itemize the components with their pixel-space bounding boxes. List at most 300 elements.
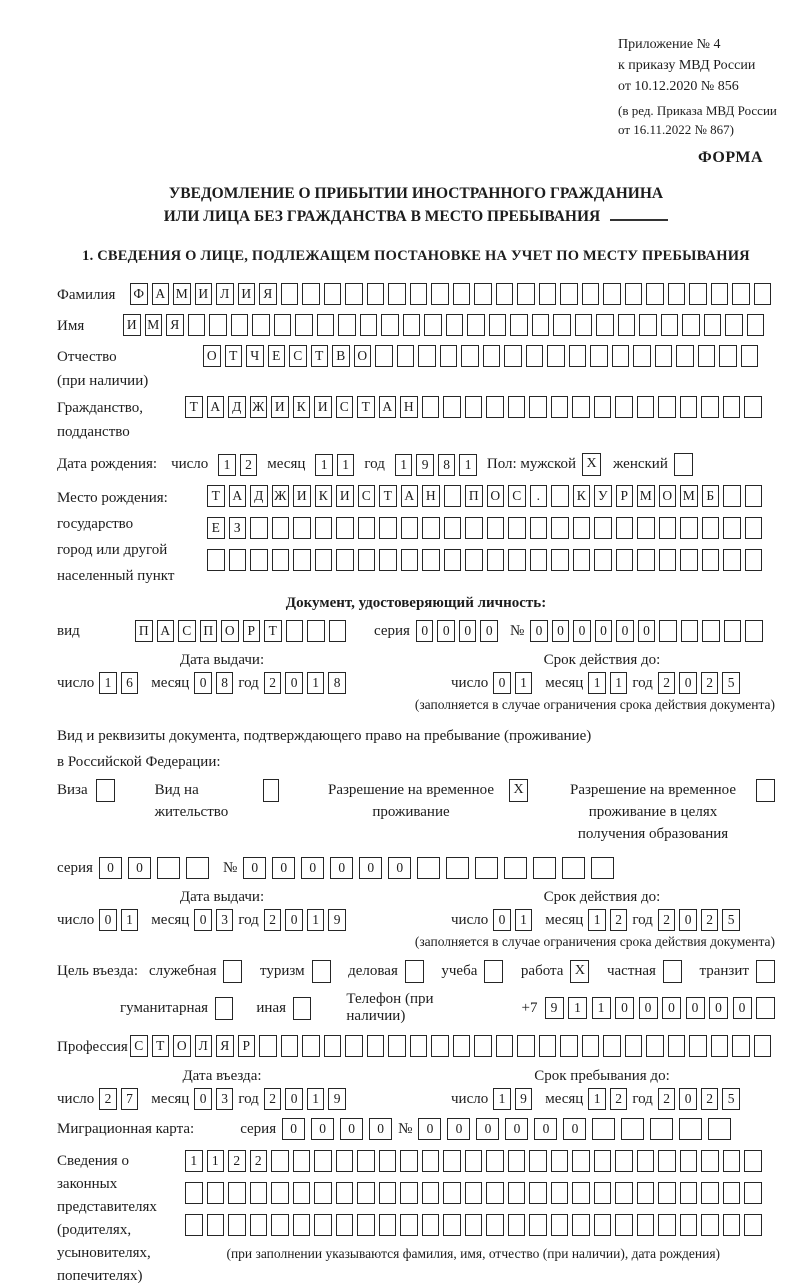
citizenship-char-cell[interactable]: [465, 396, 483, 418]
representatives-char-cell[interactable]: [185, 1182, 203, 1204]
birth-place-char-cell[interactable]: Б: [702, 485, 720, 507]
surname-char-cell[interactable]: [474, 283, 492, 305]
profession-char-cell[interactable]: [689, 1035, 707, 1057]
birth-place-char-cell[interactable]: И: [293, 485, 311, 507]
birth-place-char-cell[interactable]: [594, 517, 612, 539]
identity-issue-month-cell[interactable]: 0: [194, 672, 212, 694]
surname-char-cell[interactable]: [367, 283, 385, 305]
identity-kind-char-cell[interactable]: [329, 620, 347, 642]
representatives-char-cell[interactable]: [422, 1182, 440, 1204]
given-name-char-cell[interactable]: [575, 314, 593, 336]
profession-char-cell[interactable]: [453, 1035, 471, 1057]
identity-kind-char-cell[interactable]: С: [178, 620, 196, 642]
profession-char-cell[interactable]: [754, 1035, 772, 1057]
citizenship-char-cell[interactable]: Ж: [250, 396, 268, 418]
representatives-char-cell[interactable]: [637, 1182, 655, 1204]
citizenship-char-cell[interactable]: [615, 396, 633, 418]
identity-issue-year-cell[interactable]: 0: [285, 672, 303, 694]
phone-digit-cell[interactable]: 0: [686, 997, 705, 1019]
birth-place-char-cell[interactable]: [379, 549, 397, 571]
birth-place-char-cell[interactable]: [272, 549, 290, 571]
given-name-char-cell[interactable]: [231, 314, 249, 336]
residence-issue-day-cell[interactable]: 0: [99, 909, 117, 931]
citizenship-char-cell[interactable]: [680, 396, 698, 418]
identity-issue-year-cell[interactable]: 8: [328, 672, 346, 694]
representatives-char-cell[interactable]: [400, 1182, 418, 1204]
identity-expiry-day-cell[interactable]: 1: [515, 672, 533, 694]
stay-month-cell[interactable]: 2: [610, 1088, 628, 1110]
patronymic-char-cell[interactable]: [633, 345, 651, 367]
representatives-char-cell[interactable]: [293, 1214, 311, 1236]
surname-char-cell[interactable]: [388, 283, 406, 305]
surname-char-cell[interactable]: [668, 283, 686, 305]
residence-expiry-day-cell[interactable]: 0: [493, 909, 511, 931]
birth-place-char-cell[interactable]: И: [336, 485, 354, 507]
representatives-char-cell[interactable]: [400, 1214, 418, 1236]
representatives-char-cell[interactable]: [551, 1214, 569, 1236]
identity-kind-char-cell[interactable]: О: [221, 620, 239, 642]
phone-digit-cell[interactable]: 0: [709, 997, 728, 1019]
representatives-char-cell[interactable]: [572, 1150, 590, 1172]
identity-kind-char-cell[interactable]: [307, 620, 325, 642]
residence-number-cell[interactable]: 0: [272, 857, 295, 879]
birth-place-char-cell[interactable]: О: [659, 485, 677, 507]
representatives-char-cell[interactable]: [637, 1214, 655, 1236]
identity-expiry-year-cell[interactable]: 2: [701, 672, 719, 694]
representatives-char-cell[interactable]: [572, 1182, 590, 1204]
citizenship-char-cell[interactable]: К: [293, 396, 311, 418]
phone-digit-cell[interactable]: 0: [615, 997, 634, 1019]
entry-year-cell[interactable]: 2: [264, 1088, 282, 1110]
patronymic-char-cell[interactable]: О: [354, 345, 372, 367]
birth-place-char-cell[interactable]: [336, 517, 354, 539]
given-name-char-cell[interactable]: [747, 314, 765, 336]
birth-place-char-cell[interactable]: [487, 549, 505, 571]
representatives-char-cell[interactable]: [271, 1214, 289, 1236]
patronymic-char-cell[interactable]: [440, 345, 458, 367]
birth-place-char-cell[interactable]: [551, 485, 569, 507]
residence-series-cell[interactable]: 0: [128, 857, 151, 879]
given-name-char-cell[interactable]: [188, 314, 206, 336]
profession-char-cell[interactable]: [474, 1035, 492, 1057]
purpose-humanitarian-checkbox[interactable]: [215, 997, 233, 1020]
representatives-char-cell[interactable]: [551, 1150, 569, 1172]
citizenship-char-cell[interactable]: [723, 396, 741, 418]
stay-year-cell[interactable]: 0: [679, 1088, 697, 1110]
migration-number-cell[interactable]: 0: [447, 1118, 470, 1140]
representatives-char-cell[interactable]: [551, 1182, 569, 1204]
residence-number-cell[interactable]: [446, 857, 469, 879]
residence-issue-month-cell[interactable]: 0: [194, 909, 212, 931]
representatives-char-cell[interactable]: [314, 1214, 332, 1236]
representatives-char-cell[interactable]: [486, 1214, 504, 1236]
purpose-other-checkbox[interactable]: [293, 997, 311, 1020]
identity-issue-day-cell[interactable]: 1: [99, 672, 117, 694]
citizenship-char-cell[interactable]: [594, 396, 612, 418]
birth-place-char-cell[interactable]: [358, 517, 376, 539]
surname-char-cell[interactable]: [539, 283, 557, 305]
profession-char-cell[interactable]: [539, 1035, 557, 1057]
migration-series-cell[interactable]: 0: [369, 1118, 392, 1140]
representatives-char-cell[interactable]: [508, 1214, 526, 1236]
migration-series-cell[interactable]: 0: [311, 1118, 334, 1140]
birth-place-char-cell[interactable]: А: [401, 485, 419, 507]
birth-place-char-cell[interactable]: С: [508, 485, 526, 507]
residence-number-cell[interactable]: [504, 857, 527, 879]
migration-number-cell[interactable]: [679, 1118, 702, 1140]
profession-char-cell[interactable]: [259, 1035, 277, 1057]
patronymic-char-cell[interactable]: [590, 345, 608, 367]
patronymic-char-cell[interactable]: Е: [268, 345, 286, 367]
citizenship-char-cell[interactable]: А: [207, 396, 225, 418]
citizenship-char-cell[interactable]: И: [314, 396, 332, 418]
birth-place-char-cell[interactable]: [659, 549, 677, 571]
entry-month-cell[interactable]: 3: [216, 1088, 234, 1110]
representatives-char-cell[interactable]: [615, 1214, 633, 1236]
representatives-char-cell[interactable]: 1: [207, 1150, 225, 1172]
birth-place-char-cell[interactable]: [508, 517, 526, 539]
surname-char-cell[interactable]: [324, 283, 342, 305]
patronymic-char-cell[interactable]: [547, 345, 565, 367]
citizenship-char-cell[interactable]: [508, 396, 526, 418]
patronymic-char-cell[interactable]: С: [289, 345, 307, 367]
representatives-char-cell[interactable]: [250, 1214, 268, 1236]
representatives-char-cell[interactable]: 2: [250, 1150, 268, 1172]
birth-place-char-cell[interactable]: [637, 517, 655, 539]
birth-place-char-cell[interactable]: [723, 549, 741, 571]
patronymic-char-cell[interactable]: [483, 345, 501, 367]
profession-char-cell[interactable]: [668, 1035, 686, 1057]
citizenship-char-cell[interactable]: [443, 396, 461, 418]
surname-char-cell[interactable]: [625, 283, 643, 305]
surname-char-cell[interactable]: [345, 283, 363, 305]
representatives-char-cell[interactable]: [529, 1182, 547, 1204]
purpose-transit-checkbox[interactable]: [756, 960, 775, 983]
birth-place-char-cell[interactable]: [551, 549, 569, 571]
residence-number-cell[interactable]: 0: [388, 857, 411, 879]
citizenship-char-cell[interactable]: Т: [357, 396, 375, 418]
residence-number-cell[interactable]: [417, 857, 440, 879]
profession-char-cell[interactable]: Р: [238, 1035, 256, 1057]
birth-place-char-cell[interactable]: П: [465, 485, 483, 507]
phone-digit-cell[interactable]: 9: [545, 997, 564, 1019]
identity-number-cell[interactable]: [681, 620, 699, 642]
representatives-char-cell[interactable]: [723, 1182, 741, 1204]
residence-expiry-month-cell[interactable]: 1: [588, 909, 606, 931]
birth-place-char-cell[interactable]: [702, 549, 720, 571]
entry-year-cell[interactable]: 0: [285, 1088, 303, 1110]
migration-number-cell[interactable]: 0: [534, 1118, 557, 1140]
entry-day-cell[interactable]: 7: [121, 1088, 139, 1110]
representatives-char-cell[interactable]: [744, 1214, 762, 1236]
profession-char-cell[interactable]: [281, 1035, 299, 1057]
birth-place-char-cell[interactable]: [723, 517, 741, 539]
profession-char-cell[interactable]: [603, 1035, 621, 1057]
surname-char-cell[interactable]: И: [195, 283, 213, 305]
identity-expiry-month-cell[interactable]: 1: [610, 672, 628, 694]
birth-place-char-cell[interactable]: А: [229, 485, 247, 507]
profession-char-cell[interactable]: [732, 1035, 750, 1057]
citizenship-char-cell[interactable]: Д: [228, 396, 246, 418]
residence-number-cell[interactable]: 0: [301, 857, 324, 879]
representatives-char-cell[interactable]: [701, 1182, 719, 1204]
representatives-char-cell[interactable]: [508, 1182, 526, 1204]
birth-year-cell[interactable]: 9: [416, 454, 434, 476]
phone-digit-cell[interactable]: [756, 997, 775, 1019]
birth-year-cell[interactable]: 8: [438, 454, 456, 476]
representatives-char-cell[interactable]: [465, 1150, 483, 1172]
migration-number-cell[interactable]: 0: [563, 1118, 586, 1140]
migration-number-cell[interactable]: 0: [505, 1118, 528, 1140]
identity-expiry-month-cell[interactable]: 1: [588, 672, 606, 694]
profession-char-cell[interactable]: О: [173, 1035, 191, 1057]
given-name-char-cell[interactable]: [360, 314, 378, 336]
identity-expiry-day-cell[interactable]: 0: [493, 672, 511, 694]
option-temp-residence-education-checkbox[interactable]: [756, 779, 775, 802]
birth-place-char-cell[interactable]: [680, 517, 698, 539]
surname-char-cell[interactable]: И: [238, 283, 256, 305]
given-name-char-cell[interactable]: [274, 314, 292, 336]
birth-place-char-cell[interactable]: [465, 549, 483, 571]
representatives-char-cell[interactable]: [486, 1150, 504, 1172]
profession-char-cell[interactable]: [560, 1035, 578, 1057]
entry-month-cell[interactable]: 0: [194, 1088, 212, 1110]
identity-number-cell[interactable]: 0: [552, 620, 570, 642]
birth-day-cell[interactable]: 1: [218, 454, 236, 476]
patronymic-char-cell[interactable]: [676, 345, 694, 367]
representatives-char-cell[interactable]: [658, 1182, 676, 1204]
residence-issue-day-cell[interactable]: 1: [121, 909, 139, 931]
migration-number-cell[interactable]: [621, 1118, 644, 1140]
patronymic-char-cell[interactable]: [418, 345, 436, 367]
given-name-char-cell[interactable]: [725, 314, 743, 336]
identity-expiry-year-cell[interactable]: 2: [658, 672, 676, 694]
given-name-char-cell[interactable]: [209, 314, 227, 336]
patronymic-char-cell[interactable]: [612, 345, 630, 367]
patronymic-char-cell[interactable]: [375, 345, 393, 367]
stay-day-cell[interactable]: 1: [493, 1088, 511, 1110]
representatives-char-cell[interactable]: [594, 1150, 612, 1172]
residence-number-cell[interactable]: 0: [243, 857, 266, 879]
birth-place-char-cell[interactable]: .: [530, 485, 548, 507]
birth-place-char-cell[interactable]: [659, 517, 677, 539]
identity-number-cell[interactable]: [745, 620, 763, 642]
profession-char-cell[interactable]: [582, 1035, 600, 1057]
surname-char-cell[interactable]: [496, 283, 514, 305]
given-name-char-cell[interactable]: [424, 314, 442, 336]
stay-year-cell[interactable]: 2: [701, 1088, 719, 1110]
stay-month-cell[interactable]: 1: [588, 1088, 606, 1110]
citizenship-char-cell[interactable]: С: [336, 396, 354, 418]
residence-series-cell[interactable]: [186, 857, 209, 879]
representatives-char-cell[interactable]: [357, 1214, 375, 1236]
representatives-char-cell[interactable]: [615, 1182, 633, 1204]
given-name-char-cell[interactable]: [338, 314, 356, 336]
birth-place-char-cell[interactable]: М: [680, 485, 698, 507]
given-name-char-cell[interactable]: М: [145, 314, 163, 336]
representatives-char-cell[interactable]: [314, 1150, 332, 1172]
phone-digit-cell[interactable]: 1: [568, 997, 587, 1019]
given-name-char-cell[interactable]: [639, 314, 657, 336]
citizenship-char-cell[interactable]: [744, 396, 762, 418]
identity-number-cell[interactable]: 0: [638, 620, 656, 642]
birth-place-char-cell[interactable]: [637, 549, 655, 571]
sex-male-checkbox[interactable]: X: [582, 453, 601, 476]
identity-number-cell[interactable]: 0: [530, 620, 548, 642]
representatives-char-cell[interactable]: [465, 1214, 483, 1236]
birth-place-char-cell[interactable]: [723, 485, 741, 507]
citizenship-char-cell[interactable]: [529, 396, 547, 418]
profession-char-cell[interactable]: Л: [195, 1035, 213, 1057]
representatives-char-cell[interactable]: [637, 1150, 655, 1172]
identity-issue-month-cell[interactable]: 8: [216, 672, 234, 694]
citizenship-char-cell[interactable]: А: [379, 396, 397, 418]
birth-place-char-cell[interactable]: [530, 517, 548, 539]
birth-place-char-cell[interactable]: Д: [250, 485, 268, 507]
surname-char-cell[interactable]: [732, 283, 750, 305]
residence-expiry-month-cell[interactable]: 2: [610, 909, 628, 931]
residence-series-cell[interactable]: 0: [99, 857, 122, 879]
birth-place-char-cell[interactable]: М: [637, 485, 655, 507]
profession-char-cell[interactable]: [324, 1035, 342, 1057]
given-name-char-cell[interactable]: [489, 314, 507, 336]
representatives-char-cell[interactable]: [723, 1150, 741, 1172]
birth-place-char-cell[interactable]: [272, 517, 290, 539]
representatives-char-cell[interactable]: [336, 1150, 354, 1172]
representatives-char-cell[interactable]: [508, 1150, 526, 1172]
patronymic-char-cell[interactable]: [741, 345, 759, 367]
surname-char-cell[interactable]: [582, 283, 600, 305]
birth-place-char-cell[interactable]: [745, 517, 763, 539]
representatives-char-cell[interactable]: [336, 1214, 354, 1236]
migration-number-cell[interactable]: [650, 1118, 673, 1140]
representatives-char-cell[interactable]: [723, 1214, 741, 1236]
birth-place-char-cell[interactable]: Т: [379, 485, 397, 507]
birth-place-char-cell[interactable]: [508, 549, 526, 571]
identity-number-cell[interactable]: 0: [573, 620, 591, 642]
citizenship-char-cell[interactable]: [701, 396, 719, 418]
birth-place-char-cell[interactable]: С: [358, 485, 376, 507]
profession-char-cell[interactable]: [496, 1035, 514, 1057]
representatives-char-cell[interactable]: [465, 1182, 483, 1204]
birth-place-char-cell[interactable]: [207, 549, 225, 571]
representatives-char-cell[interactable]: [357, 1182, 375, 1204]
citizenship-char-cell[interactable]: [486, 396, 504, 418]
profession-char-cell[interactable]: [302, 1035, 320, 1057]
representatives-char-cell[interactable]: [293, 1150, 311, 1172]
profession-char-cell[interactable]: [517, 1035, 535, 1057]
citizenship-char-cell[interactable]: Т: [185, 396, 203, 418]
patronymic-char-cell[interactable]: [655, 345, 673, 367]
given-name-char-cell[interactable]: [618, 314, 636, 336]
given-name-char-cell[interactable]: [403, 314, 421, 336]
patronymic-char-cell[interactable]: [397, 345, 415, 367]
profession-char-cell[interactable]: Т: [152, 1035, 170, 1057]
sex-female-checkbox[interactable]: [674, 453, 693, 476]
surname-char-cell[interactable]: М: [173, 283, 191, 305]
representatives-char-cell[interactable]: [680, 1214, 698, 1236]
profession-char-cell[interactable]: [345, 1035, 363, 1057]
phone-digit-cell[interactable]: 1: [592, 997, 611, 1019]
surname-char-cell[interactable]: [754, 283, 772, 305]
representatives-char-cell[interactable]: [658, 1214, 676, 1236]
birth-place-char-cell[interactable]: Т: [207, 485, 225, 507]
residence-number-cell[interactable]: [591, 857, 614, 879]
profession-char-cell[interactable]: [646, 1035, 664, 1057]
residence-issue-year-cell[interactable]: 2: [264, 909, 282, 931]
residence-issue-year-cell[interactable]: 9: [328, 909, 346, 931]
birth-month-cell[interactable]: 1: [337, 454, 355, 476]
identity-series-cell[interactable]: 0: [459, 620, 477, 642]
representatives-char-cell[interactable]: [207, 1214, 225, 1236]
representatives-char-cell[interactable]: [594, 1214, 612, 1236]
identity-expiry-year-cell[interactable]: 5: [722, 672, 740, 694]
identity-kind-char-cell[interactable]: Р: [243, 620, 261, 642]
birth-place-char-cell[interactable]: [422, 517, 440, 539]
identity-number-cell[interactable]: [659, 620, 677, 642]
patronymic-char-cell[interactable]: [569, 345, 587, 367]
representatives-char-cell[interactable]: [529, 1214, 547, 1236]
given-name-char-cell[interactable]: [510, 314, 528, 336]
birth-place-char-cell[interactable]: [680, 549, 698, 571]
patronymic-char-cell[interactable]: [719, 345, 737, 367]
representatives-char-cell[interactable]: [529, 1150, 547, 1172]
birth-place-char-cell[interactable]: [444, 549, 462, 571]
birth-place-char-cell[interactable]: [401, 517, 419, 539]
birth-place-char-cell[interactable]: [702, 517, 720, 539]
birth-place-char-cell[interactable]: [465, 517, 483, 539]
identity-kind-char-cell[interactable]: А: [157, 620, 175, 642]
residence-expiry-year-cell[interactable]: 0: [679, 909, 697, 931]
entry-year-cell[interactable]: 9: [328, 1088, 346, 1110]
surname-char-cell[interactable]: [431, 283, 449, 305]
surname-char-cell[interactable]: [711, 283, 729, 305]
identity-kind-char-cell[interactable]: П: [135, 620, 153, 642]
representatives-char-cell[interactable]: [658, 1150, 676, 1172]
residence-expiry-year-cell[interactable]: 2: [658, 909, 676, 931]
patronymic-char-cell[interactable]: Ч: [246, 345, 264, 367]
surname-char-cell[interactable]: [281, 283, 299, 305]
profession-char-cell[interactable]: [431, 1035, 449, 1057]
given-name-char-cell[interactable]: [381, 314, 399, 336]
residence-number-cell[interactable]: 0: [359, 857, 382, 879]
patronymic-char-cell[interactable]: В: [332, 345, 350, 367]
birth-place-char-cell[interactable]: О: [487, 485, 505, 507]
representatives-char-cell[interactable]: [443, 1182, 461, 1204]
representatives-char-cell[interactable]: [744, 1150, 762, 1172]
representatives-char-cell[interactable]: 2: [228, 1150, 246, 1172]
profession-char-cell[interactable]: [625, 1035, 643, 1057]
representatives-char-cell[interactable]: [379, 1214, 397, 1236]
citizenship-char-cell[interactable]: [572, 396, 590, 418]
identity-issue-year-cell[interactable]: 1: [307, 672, 325, 694]
representatives-char-cell[interactable]: [228, 1182, 246, 1204]
representatives-char-cell[interactable]: [250, 1182, 268, 1204]
representatives-char-cell[interactable]: [271, 1182, 289, 1204]
patronymic-char-cell[interactable]: [526, 345, 544, 367]
birth-place-char-cell[interactable]: [745, 485, 763, 507]
representatives-char-cell[interactable]: [379, 1150, 397, 1172]
surname-char-cell[interactable]: А: [152, 283, 170, 305]
representatives-char-cell[interactable]: [680, 1150, 698, 1172]
representatives-char-cell[interactable]: [744, 1182, 762, 1204]
identity-series-cell[interactable]: 0: [480, 620, 498, 642]
representatives-char-cell[interactable]: [701, 1150, 719, 1172]
birth-place-char-cell[interactable]: [573, 549, 591, 571]
migration-number-cell[interactable]: [708, 1118, 731, 1140]
representatives-char-cell[interactable]: [680, 1182, 698, 1204]
given-name-char-cell[interactable]: [317, 314, 335, 336]
